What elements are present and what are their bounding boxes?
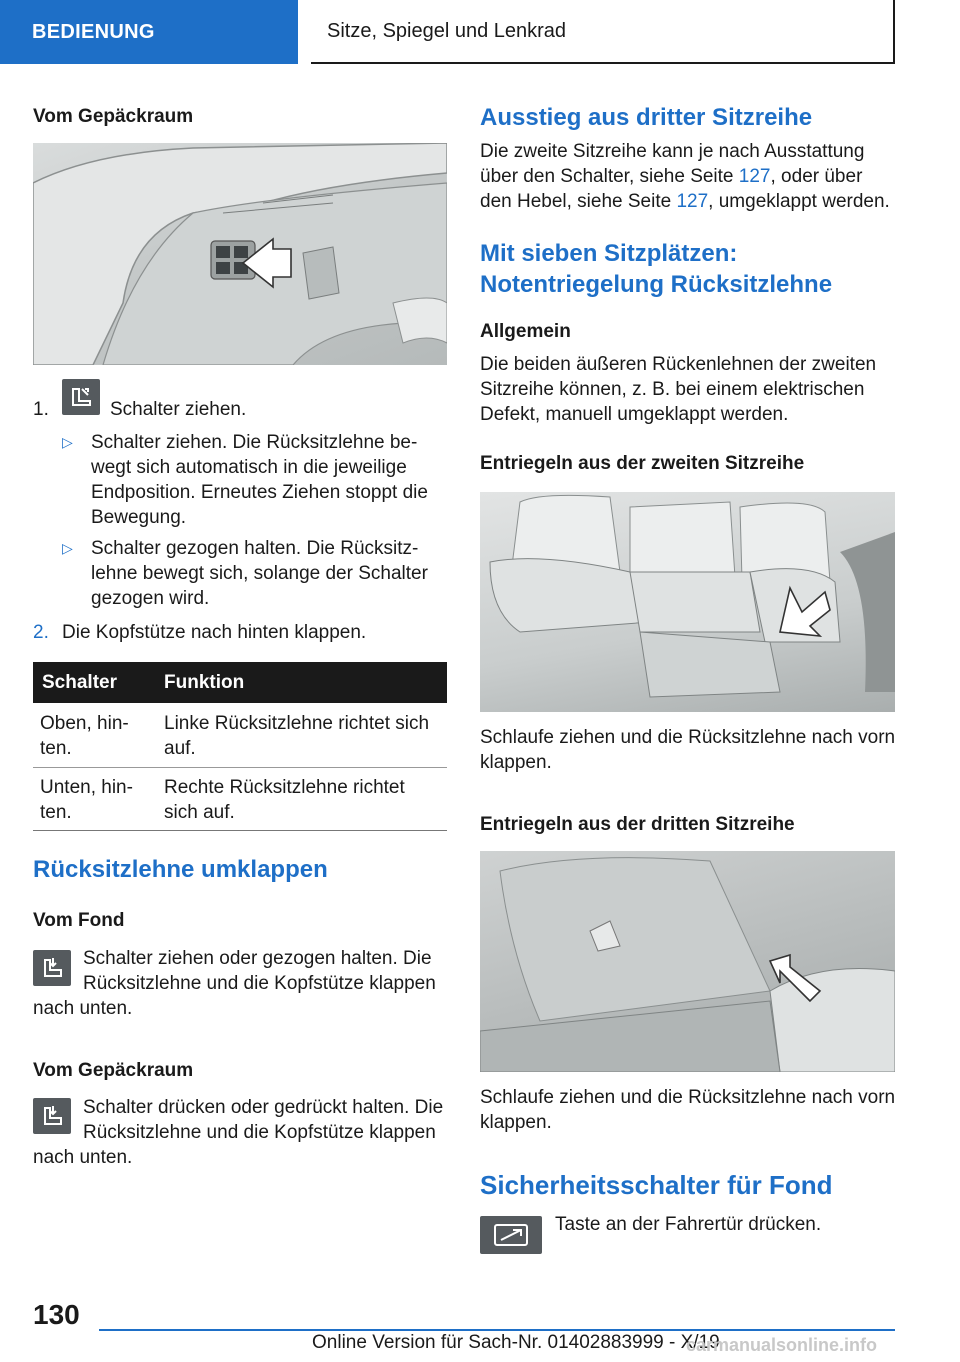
third-row-seat-photo: [480, 851, 895, 1072]
gepaeck-text-end: nach unten.: [33, 1147, 133, 1168]
section-title: BEDIENUNG: [32, 20, 155, 43]
table-row-2-switch: Unten, hin- ten.: [40, 777, 133, 823]
ausstieg-text-b: , oder über den Hebel, siehe Seite: [480, 166, 863, 212]
table-row-1-switch: Oben, hin- ten.: [40, 713, 129, 759]
heading-vom-gepaeckraum-2: Vom Gepäckraum: [33, 1060, 194, 1081]
footer-rule: [99, 1329, 895, 1331]
fond-text-end: nach unten.: [33, 998, 133, 1019]
step-1-text: Schalter ziehen.: [110, 399, 247, 420]
ausstieg-text-c: , umgeklappt werden.: [708, 191, 890, 212]
bullet-marker-1: ▷: [62, 434, 73, 450]
bullet-2-text: Schalter gezogen halten. Die Rücksitz- lehne bewegt sich, solange der Schalter gezogen wird.: [91, 538, 428, 609]
page-link-127-b[interactable]: 127: [676, 191, 709, 212]
table-col-schalter: Schalter: [42, 672, 117, 693]
heading-vom-fond: Vom Fond: [33, 910, 125, 931]
table-header: [33, 662, 447, 703]
table-row-2-function: Rechte Rücksitzlehne richtet sich auf.: [164, 777, 405, 823]
trunk-switch-illustration: [33, 143, 447, 365]
chapter-title: Sitze, Spiegel und Lenkrad: [327, 19, 567, 42]
watermark: carmanualsonline.info: [686, 1335, 878, 1355]
heading-entriegeln-dritte: Entriegeln aus der dritten Sitzreihe: [480, 814, 795, 835]
seat-switch-icon: [62, 379, 100, 415]
table-bottom-rule: [33, 830, 447, 831]
section-ruecksitzlehne-umklappen: Rücksitzlehne umklappen: [33, 856, 328, 883]
table-row-1-function: Linke Rücksitzlehne richtet sich auf.: [164, 713, 430, 759]
gepaeck-text: Schalter drücken oder gedrückt halten. Die Rücksitzlehne und die Kopfstütze klappen: [83, 1097, 444, 1143]
page-link-127-a[interactable]: 127: [738, 166, 771, 187]
caption-zweite: Schlaufe ziehen und die Rücksitzlehne nach vorn klappen.: [480, 727, 896, 773]
bullet-1-text: Schalter ziehen. Die Rücksitzlehne be- wegt sich automatisch in die jeweilige Endposition. Erneutes Ziehen stoppt die Bewegung.: [91, 432, 428, 528]
seat-fold-icon: [33, 950, 71, 986]
step-1-number: 1.: [33, 399, 49, 420]
bullet-marker-2: ▷: [62, 540, 73, 556]
chapter-header: [311, 0, 895, 64]
section-notentriegelung: Mit sieben Sitzplätzen: Notentriegelung Rücksitzlehne: [480, 240, 833, 298]
table-col-funktion: Funktion: [164, 672, 245, 693]
online-version: Online Version für Sach-Nr. 01402883999 - X/19: [312, 1332, 720, 1353]
section-sicherheitsschalter: Sicherheitsschalter für Fond: [480, 1170, 833, 1200]
heading-vom-gepaeckraum: Vom Gepäckraum: [33, 106, 194, 127]
third-row-illustration: [480, 851, 895, 1072]
fond-text: Schalter ziehen oder gezogen halten. Die Rücksitzlehne und die Kopfstütze klappen: [83, 948, 436, 994]
safety-text: Taste an der Fahrertür drücken.: [555, 1214, 822, 1235]
second-row-seat-photo: [480, 492, 895, 712]
caption-dritte: Schlaufe ziehen und die Rücksitzlehne nach vorn klappen.: [480, 1087, 896, 1133]
heading-allgemein: Allgemein: [480, 321, 571, 342]
second-row-illustration: [480, 492, 895, 712]
table-divider: [33, 767, 447, 768]
allgemein-text: Die beiden äußeren Rückenlehnen der zweiten Sitzreihe können, z. B. bei einem elektrischen Defekt, manuell umgeklappt werden.: [480, 354, 877, 425]
ausstieg-paragraph: [480, 139, 900, 214]
page-number: 130: [33, 1299, 80, 1330]
section-ausstieg: Ausstieg aus dritter Sitzreihe: [480, 104, 813, 131]
step-2-number: 2.: [33, 622, 49, 643]
heading-entriegeln-zweite: Entriegeln aus der zweiten Sitzreihe: [480, 453, 805, 474]
section-tab: [0, 0, 298, 64]
trunk-switch-photo: [33, 143, 447, 365]
ausstieg-text-a: Die zweite Sitzreihe kann je nach Ausstattung über den Schalter, siehe Seite: [480, 141, 865, 187]
child-lock-switch-icon: [480, 1216, 542, 1254]
step-2-text: Die Kopfstütze nach hinten klappen.: [62, 622, 367, 643]
seat-fold-trunk-icon: [33, 1098, 71, 1134]
